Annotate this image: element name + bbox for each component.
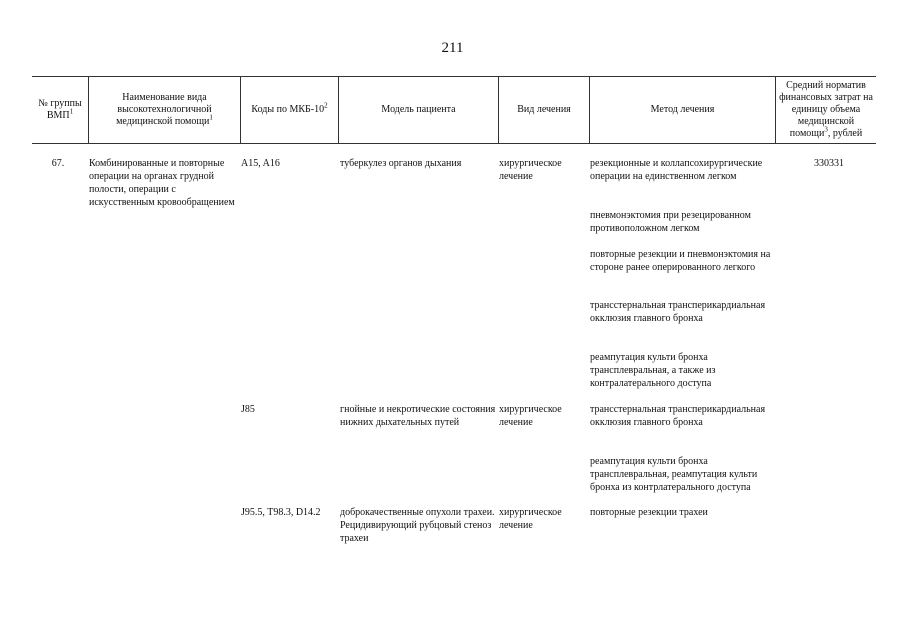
header-treatment-method-label: Метод лечения xyxy=(650,104,715,115)
header-treatment-type xyxy=(498,77,589,143)
average-cost: 330331 xyxy=(814,158,844,169)
treatment-method: повторные резекции и пневмонэктомия на стороне ранее оперированного легкого xyxy=(590,249,771,273)
header-average-cost-unit: , рублей xyxy=(827,128,863,139)
icd-codes: J85 xyxy=(241,404,255,415)
header-patient-model xyxy=(338,77,498,143)
header-treatment-method xyxy=(589,77,775,143)
footnote-3: 3 xyxy=(824,125,828,134)
table-header xyxy=(32,76,876,144)
treatment-method: реампутация культи бронха трансплевральная, реампутация культи бронха из контрлатерального доступа xyxy=(590,456,758,493)
header-treatment-type-label: Вид лечения xyxy=(517,104,571,115)
footnote-1: 1 xyxy=(69,107,74,116)
patient-model: туберкулез органов дыхания xyxy=(340,158,462,169)
icd-codes: A15, A16 xyxy=(241,158,280,169)
treatment-type: хирургическое лечение xyxy=(499,158,562,182)
header-average-cost-label: Средний норматив финансовых затрат на единицу объема медицинской помощи xyxy=(779,80,873,139)
treatment-method: повторные резекции трахеи xyxy=(590,507,708,518)
footnote-2: 2 xyxy=(324,101,328,110)
icd-codes: J95.5, T98.3, D14.2 xyxy=(241,507,321,518)
header-care-type-name-label: Наименование вида высокотехнологичной медицинской помощи xyxy=(116,92,212,127)
patient-model: гнойные и некротические состояния нижних дыхательных путей xyxy=(340,404,496,428)
footnote-1: 1 xyxy=(209,113,213,122)
treatment-method: пневмонэктомия при резецированном противоположном легком xyxy=(590,210,751,234)
header-icd-codes-label: Коды по МКБ-10 xyxy=(251,104,325,115)
header-group-number xyxy=(32,77,88,143)
header-care-type-name xyxy=(88,77,240,143)
treatment-method: резекционные и коллапсохирургические операции на единственном легком xyxy=(590,158,763,182)
header-patient-model-label: Модель пациента xyxy=(381,104,456,115)
page-number: 211 xyxy=(441,40,464,56)
patient-model: доброкачественные опухоли трахеи. Рецидивирующий рубцовый стеноз трахеи xyxy=(340,507,495,544)
header-group-number-label: № группы ВМП xyxy=(38,98,82,121)
treatment-method: трансстернальная трансперикардиальная окклюзия главного бронха xyxy=(590,404,766,428)
care-type-name: Комбинированные и повторные операции на органах грудной полости, операции с искусственным кровообращением xyxy=(89,158,235,208)
treatment-type: хирургическое лечение xyxy=(499,507,562,531)
treatment-type: хирургическое лечение xyxy=(499,404,562,428)
group-number: 67. xyxy=(51,158,65,169)
treatment-method: трансстернальная трансперикардиальная окклюзия главного бронха xyxy=(590,300,766,324)
treatment-method: реампутация культи бронха трансплевральная, а также из контралатерального доступа xyxy=(590,352,716,389)
header-average-cost xyxy=(775,77,876,143)
header-icd-codes xyxy=(240,77,338,143)
